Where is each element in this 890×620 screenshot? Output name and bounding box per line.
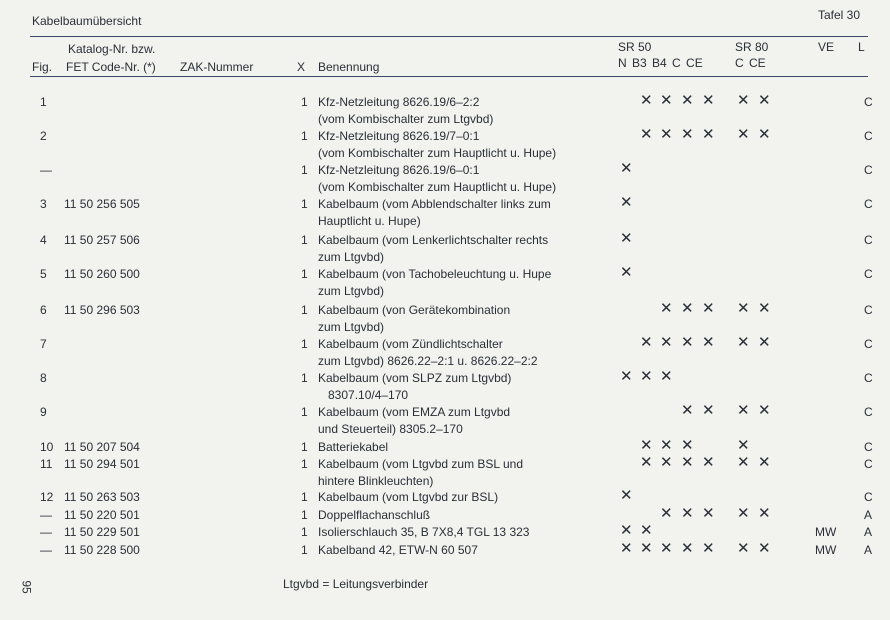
row-fig: 9 [40, 405, 47, 419]
applicability-mark: ✕ [620, 194, 633, 211]
applicability-mark: ✕ [660, 334, 673, 351]
col-x: X [297, 60, 306, 74]
applicability-mark: ✕ [620, 522, 633, 539]
applicability-mark: ✕ [640, 92, 653, 109]
row-qty: 1 [301, 543, 308, 557]
row-l: C [864, 163, 873, 177]
applicability-mark: ✕ [640, 126, 653, 143]
applicability-mark: ✕ [620, 160, 633, 177]
applicability-mark: ✕ [620, 264, 633, 281]
row-benennung-line: zum Ltgvbd) 8626.22–2:1 u. 8626.22–2:2 [318, 354, 538, 368]
row-benennung-line: und Steuerteil) 8305.2–170 [318, 422, 463, 436]
applicability-mark: ✕ [702, 454, 715, 471]
applicability-mark: ✕ [681, 126, 694, 143]
row-qty: 1 [301, 197, 308, 211]
col-sr50-sub: N B3 B4 C CE [618, 56, 703, 70]
page-title: Kabelbaumübersicht [32, 14, 142, 28]
applicability-mark: ✕ [660, 454, 673, 471]
col-katalog-line1: Katalog-Nr. bzw. [68, 42, 156, 56]
row-katalog-nr: 11 50 296 503 [64, 303, 140, 317]
applicability-mark: ✕ [758, 300, 771, 317]
page-number: 95 [19, 580, 34, 594]
row-qty: 1 [301, 440, 308, 454]
applicability-mark: ✕ [702, 334, 715, 351]
row-l: C [864, 267, 873, 281]
header-rule-bottom [30, 76, 868, 77]
row-benennung-line: Kabelband 42, ETW-N 60 507 [318, 543, 478, 557]
applicability-mark: ✕ [620, 487, 633, 504]
applicability-mark: ✕ [660, 368, 673, 385]
col-sr50: SR 50 [618, 40, 652, 54]
row-qty: 1 [301, 267, 308, 281]
row-benennung-line: Kfz-Netzleitung 8626.19/6–0:1 [318, 163, 480, 177]
row-l: C [864, 129, 873, 143]
applicability-mark: ✕ [702, 92, 715, 109]
row-benennung-line: Kabelbaum (von Gerätekombination [318, 303, 511, 317]
row-katalog-nr: 11 50 256 505 [64, 197, 140, 211]
applicability-mark: ✕ [620, 368, 633, 385]
applicability-mark: ✕ [660, 437, 673, 454]
row-fig: 5 [40, 267, 47, 281]
row-benennung-line: Kabelbaum (vom Ltgvbd zur BSL) [318, 490, 499, 504]
col-sr80: SR 80 [735, 40, 769, 54]
row-l: C [864, 95, 873, 109]
row-benennung-line: (vom Kombischalter zum Hauptlicht u. Hupe) [318, 146, 557, 160]
applicability-mark: ✕ [702, 402, 715, 419]
applicability-mark: ✕ [737, 437, 750, 454]
applicability-mark: ✕ [660, 505, 673, 522]
row-benennung-line: Isolierschlauch 35, B 7X8,4 TGL 13 323 [318, 525, 530, 539]
row-qty: 1 [301, 303, 308, 317]
applicability-mark: ✕ [640, 368, 653, 385]
row-benennung-line: Kabelbaum (vom SLPZ zum Ltgvbd) [318, 371, 512, 385]
row-katalog-nr: 11 50 257 506 [64, 233, 140, 247]
row-benennung-line: Kabelbaum (vom Lenkerlichtschalter rechts [318, 233, 549, 247]
row-l: A [864, 525, 873, 539]
row-l: C [864, 303, 873, 317]
row-fig: 2 [40, 129, 47, 143]
applicability-mark: ✕ [681, 92, 694, 109]
row-l: A [864, 543, 873, 557]
applicability-mark: ✕ [737, 92, 750, 109]
applicability-mark: ✕ [681, 300, 694, 317]
row-l: C [864, 457, 873, 471]
row-l: C [864, 371, 873, 385]
applicability-mark: ✕ [681, 334, 694, 351]
applicability-mark: ✕ [640, 454, 653, 471]
applicability-mark: ✕ [620, 230, 633, 247]
applicability-mark: ✕ [640, 334, 653, 351]
row-qty: 1 [301, 233, 308, 247]
row-benennung-line: Kfz-Netzleitung 8626.19/6–2:2 [318, 95, 480, 109]
applicability-mark: ✕ [660, 92, 673, 109]
row-katalog-nr: 11 50 207 504 [64, 440, 140, 454]
row-benennung-line: Kabelbaum (vom Zündlichtschalter [318, 337, 503, 351]
applicability-mark: ✕ [660, 126, 673, 143]
row-qty: 1 [301, 95, 308, 109]
row-qty: 1 [301, 490, 308, 504]
col-benennung: Benennung [318, 60, 380, 74]
row-qty: 1 [301, 525, 308, 539]
row-fig: 1 [40, 95, 47, 109]
row-fig: 12 [40, 490, 54, 504]
row-benennung-line: Kabelbaum (von Tachobeleuchtung u. Hupe [318, 267, 552, 281]
applicability-mark: ✕ [758, 334, 771, 351]
row-katalog-nr: 11 50 228 500 [64, 543, 140, 557]
row-benennung-line: zum Ltgvbd) [318, 250, 385, 264]
footnote: Ltgvbd = Leitungsverbinder [283, 577, 429, 591]
row-ve: MW [815, 543, 837, 557]
applicability-mark: ✕ [640, 437, 653, 454]
row-qty: 1 [301, 163, 308, 177]
row-katalog-nr: 11 50 263 503 [64, 490, 140, 504]
row-benennung-line: Kabelbaum (vom Ltgvbd zum BSL und [318, 457, 524, 471]
row-qty: 1 [301, 457, 308, 471]
row-fig: 8 [40, 371, 47, 385]
row-l: C [864, 337, 873, 351]
applicability-mark: ✕ [640, 522, 653, 539]
row-l: C [864, 405, 873, 419]
applicability-mark: ✕ [758, 92, 771, 109]
applicability-mark: ✕ [737, 540, 750, 557]
row-fig: 10 [40, 440, 54, 454]
row-fig: 7 [40, 337, 47, 351]
row-benennung-line: hintere Blinkleuchten) [318, 474, 434, 488]
col-sr80-sub: C CE [735, 56, 766, 70]
row-fig: — [40, 508, 52, 522]
row-benennung-line: 8307.10/4–170 [328, 388, 409, 402]
row-katalog-nr: 11 50 260 500 [64, 267, 140, 281]
applicability-mark: ✕ [702, 540, 715, 557]
row-qty: 1 [301, 129, 308, 143]
applicability-mark: ✕ [758, 540, 771, 557]
row-fig: 4 [40, 233, 47, 247]
applicability-mark: ✕ [737, 505, 750, 522]
row-benennung-line: Hauptlicht u. Hupe) [318, 214, 421, 228]
row-fig: 11 [40, 457, 53, 471]
applicability-mark: ✕ [737, 402, 750, 419]
applicability-mark: ✕ [702, 300, 715, 317]
row-benennung-line: zum Ltgvbd) [318, 284, 385, 298]
row-ve: MW [815, 525, 837, 539]
row-l: C [864, 490, 873, 504]
row-benennung-line: Kabelbaum (vom EMZA zum Ltgvbd [318, 405, 511, 419]
row-qty: 1 [301, 371, 308, 385]
tafel-label: Tafel 30 [818, 8, 861, 22]
row-qty: 1 [301, 337, 308, 351]
applicability-mark: ✕ [737, 126, 750, 143]
row-fig: 6 [40, 303, 47, 317]
applicability-mark: ✕ [758, 402, 771, 419]
applicability-mark: ✕ [640, 540, 653, 557]
applicability-mark: ✕ [737, 334, 750, 351]
applicability-mark: ✕ [702, 126, 715, 143]
applicability-mark: ✕ [737, 454, 750, 471]
row-benennung-line: Doppelflachanschluß [318, 508, 431, 522]
row-fig: 3 [40, 197, 47, 211]
row-l: C [864, 233, 873, 247]
row-katalog-nr: 11 50 220 501 [64, 508, 140, 522]
row-fig: — [40, 163, 52, 177]
applicability-mark: ✕ [737, 300, 750, 317]
col-ve: VE [818, 40, 835, 54]
row-fig: — [40, 525, 52, 539]
header-rule-top [30, 36, 868, 37]
applicability-mark: ✕ [758, 126, 771, 143]
applicability-mark: ✕ [758, 454, 771, 471]
col-zak: ZAK-Nummer [180, 60, 254, 74]
row-fig: — [40, 543, 52, 557]
row-benennung-line: Batteriekabel [318, 440, 389, 454]
row-qty: 1 [301, 405, 308, 419]
row-benennung-line: zum Ltgvbd) [318, 320, 385, 334]
row-katalog-nr: 11 50 229 501 [64, 525, 140, 539]
applicability-mark: ✕ [681, 437, 694, 454]
applicability-mark: ✕ [660, 540, 673, 557]
applicability-mark: ✕ [681, 454, 694, 471]
applicability-mark: ✕ [758, 505, 771, 522]
row-benennung-line: (vom Kombischalter zum Hauptlicht u. Hupe) [318, 180, 557, 194]
row-benennung-line: Kabelbaum (vom Abblendschalter links zum [318, 197, 551, 211]
row-benennung-line: (vom Kombischalter zum Ltgvbd) [318, 112, 494, 126]
col-fig: Fig. [32, 60, 53, 74]
row-katalog-nr: 11 50 294 501 [64, 457, 140, 471]
row-l: C [864, 440, 873, 454]
applicability-mark: ✕ [681, 540, 694, 557]
applicability-mark: ✕ [681, 505, 694, 522]
applicability-mark: ✕ [681, 402, 694, 419]
col-l: L [858, 40, 865, 54]
row-qty: 1 [301, 508, 308, 522]
row-l: C [864, 197, 873, 211]
applicability-mark: ✕ [660, 300, 673, 317]
col-katalog-line2: FET Code-Nr. (*) [66, 60, 156, 74]
applicability-mark: ✕ [702, 505, 715, 522]
applicability-mark: ✕ [620, 540, 633, 557]
row-l: A [864, 508, 873, 522]
row-benennung-line: Kfz-Netzleitung 8626.19/7–0:1 [318, 129, 480, 143]
